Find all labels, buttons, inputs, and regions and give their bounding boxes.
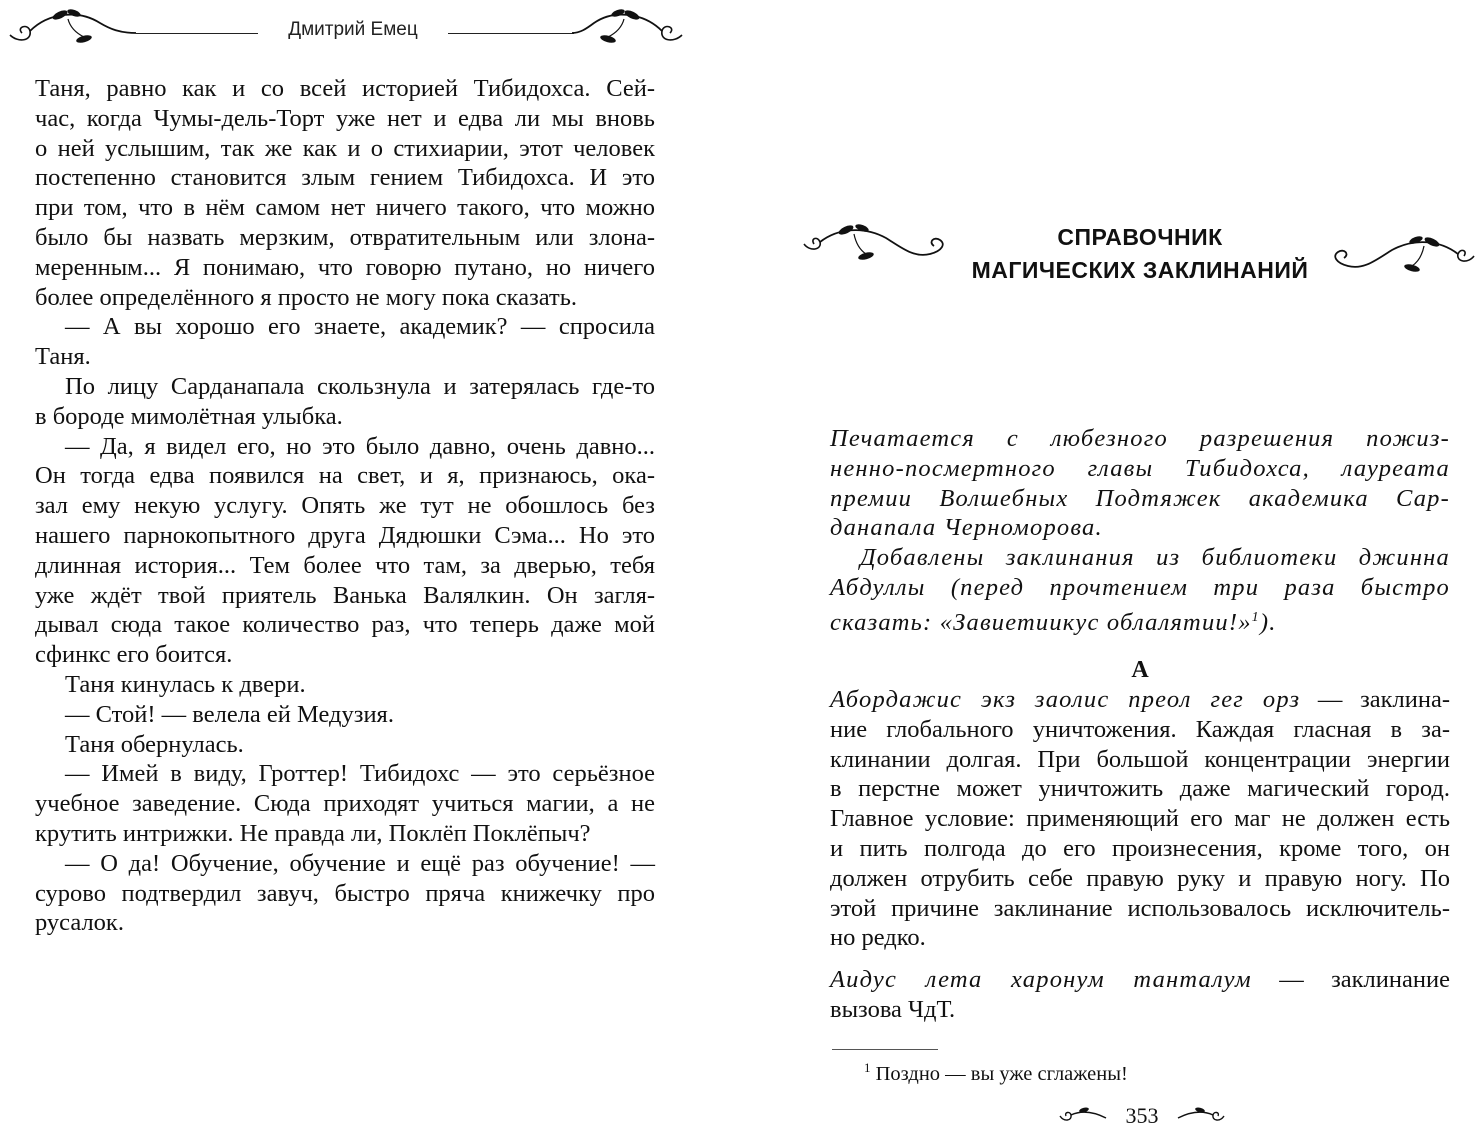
header-rule-right <box>448 33 574 34</box>
entry-line: клинании долгая. При большой концентрации энергии <box>830 745 1450 773</box>
text-line: сфинкс его боится. <box>35 641 233 669</box>
text-line: — Да, я видел его, но это было давно, очень давно... <box>65 432 655 460</box>
text-line: Таня обернулась. <box>65 730 244 758</box>
entry-first-line <box>830 685 1450 715</box>
entry-line: в перстне может уничтожить даже магический город. <box>830 775 1450 803</box>
text-line: при том, что в нём самом нет ничего такого, что можно <box>35 194 655 222</box>
entry-line: этой причине заклинание использовалось исключитель- <box>830 894 1450 922</box>
footnote-reference[interactable]: 1 <box>1251 609 1260 625</box>
intro-line: Печатается с любезного разрешения пожиз- <box>830 425 1450 452</box>
page-number-ornament-right <box>1176 1106 1226 1126</box>
chapter-title <box>945 221 1335 287</box>
running-header-author: Дмитрий Емец <box>258 19 448 41</box>
text-line: более определённого я просто не могу пока сказать. <box>35 283 578 311</box>
intro-last-text: сказать: «Завиетиикус облалятии!» <box>830 608 1252 636</box>
spell-term: Аидус лета харонум танталум <box>830 966 1252 993</box>
spell-dash: — заклина- <box>1300 686 1451 713</box>
entry-line: ние глобального уничтожения. Каждая гласная в за- <box>830 715 1450 743</box>
header-ornament-left <box>8 5 138 47</box>
chapter-title-line-2: МАГИЧЕСКИХ ЗАКЛИНАНИЙ <box>971 257 1309 283</box>
left-page-text <box>35 74 655 938</box>
section-letter: А <box>1131 657 1149 683</box>
header-ornament-right <box>572 5 684 47</box>
text-line: дывал сюда такое количество раз, что теперь даже мой <box>35 611 655 639</box>
page-number: 353 <box>1125 1103 1159 1128</box>
title-ornament-left <box>802 222 948 266</box>
text-line: сурово подтвердил завуч, быстро пряча книжечку про <box>35 879 655 907</box>
intro-line: Абдуллы (перед прочтением три раза быстро <box>830 573 1450 601</box>
intro-line: Добавлены заклинания из библиотеки джинна <box>860 544 1450 572</box>
footnote-text: Поздно — вы уже сглажены! <box>870 1062 1128 1085</box>
text-line: постепенно становится злым гением Тибидохса. И это <box>35 164 655 192</box>
entry-line: вызова ЧдТ. <box>830 995 956 1023</box>
text-line: русалок. <box>35 909 124 937</box>
text-line: час, когда Чумы-дель-Торт уже нет и едва ли мы вновь <box>35 104 655 132</box>
page-number-ornament-left <box>1058 1106 1108 1126</box>
spell-entry <box>830 685 1450 953</box>
text-line: — Имей в виду, Гроттер! Тибидохс — это серьёзное <box>65 760 655 788</box>
text-line: — О да! Обучение, обучение и ещё раз обучение! — <box>65 849 655 877</box>
spell-term: Абордажис экз заолис преол гег орз <box>830 686 1301 713</box>
text-line: зал ему некую услугу. Опять же тут не обошлось без <box>35 492 655 520</box>
text-line: о ней услышим, так же как и о стихиарии, этот человек <box>35 134 655 162</box>
title-ornament-right <box>1328 234 1476 278</box>
text-line: Таня кинулась к двери. <box>65 670 306 698</box>
chapter-title-line-1: СПРАВОЧНИК <box>1057 224 1223 250</box>
entry-first-line <box>830 965 1450 995</box>
text-line: длинная история... Тем более что там, за дверью, тебя <box>35 551 655 579</box>
text-line: нашего парнокопытного друга Дядюшки Сэма... Но это <box>35 521 655 549</box>
text-line: меренным... Я понимаю, что говорю путано, но ничего <box>35 253 655 281</box>
text-line: Таня, равно как и со всей историей Тибидохса. Сей- <box>35 75 655 102</box>
intro-line: данапала Черноморова. <box>830 514 1103 542</box>
intro-paragraph <box>830 424 1450 638</box>
text-line: Таня. <box>35 343 91 371</box>
intro-end: ). <box>1259 608 1277 636</box>
text-line: учебное заведение. Сюда приходят учиться магии, а не <box>35 790 655 818</box>
intro-line: ненно-посмертного главы Тибидохса, лауреата <box>830 454 1450 482</box>
text-line: уже ждёт твой приятель Ванька Валялкин. Он загля- <box>35 581 655 609</box>
entry-line: должен отрубить себе правую руку и правую ногу. По <box>830 864 1450 892</box>
text-line: Он тогда едва появился на свет, и я, признаюсь, ока- <box>35 462 655 490</box>
footnote-number: 1 <box>864 1060 871 1075</box>
entry-line: Главное условие: применяющий его маг не должен есть <box>830 805 1450 833</box>
text-line: в бороде мимолётная улыбка. <box>35 402 343 430</box>
text-line: — А вы хорошо его знаете, академик? — спросила <box>65 313 655 341</box>
entry-line: но редко. <box>830 924 926 952</box>
text-line: По лицу Сарданапала скользнула и затерялась где-то <box>65 372 655 400</box>
footnote <box>864 1060 1128 1086</box>
header-rule-left <box>136 33 258 34</box>
entry-line: и пить полгода до его произнесения, кроме того, он <box>830 834 1450 862</box>
intro-line <box>830 603 1450 638</box>
spell-entry <box>830 965 1450 1025</box>
text-line: было бы назвать мерзким, отвратительным или злона- <box>35 223 655 251</box>
intro-line: премии Волшебных Подтяжек академика Сар- <box>830 484 1450 512</box>
text-line: крутить интрижки. Не правда ли, Поклёп Поклёпыч? <box>35 819 591 847</box>
footnote-rule <box>832 1049 938 1050</box>
text-line: — Стой! — велела ей Медузия. <box>65 700 394 728</box>
spell-dash: — заклинание <box>1251 966 1450 993</box>
